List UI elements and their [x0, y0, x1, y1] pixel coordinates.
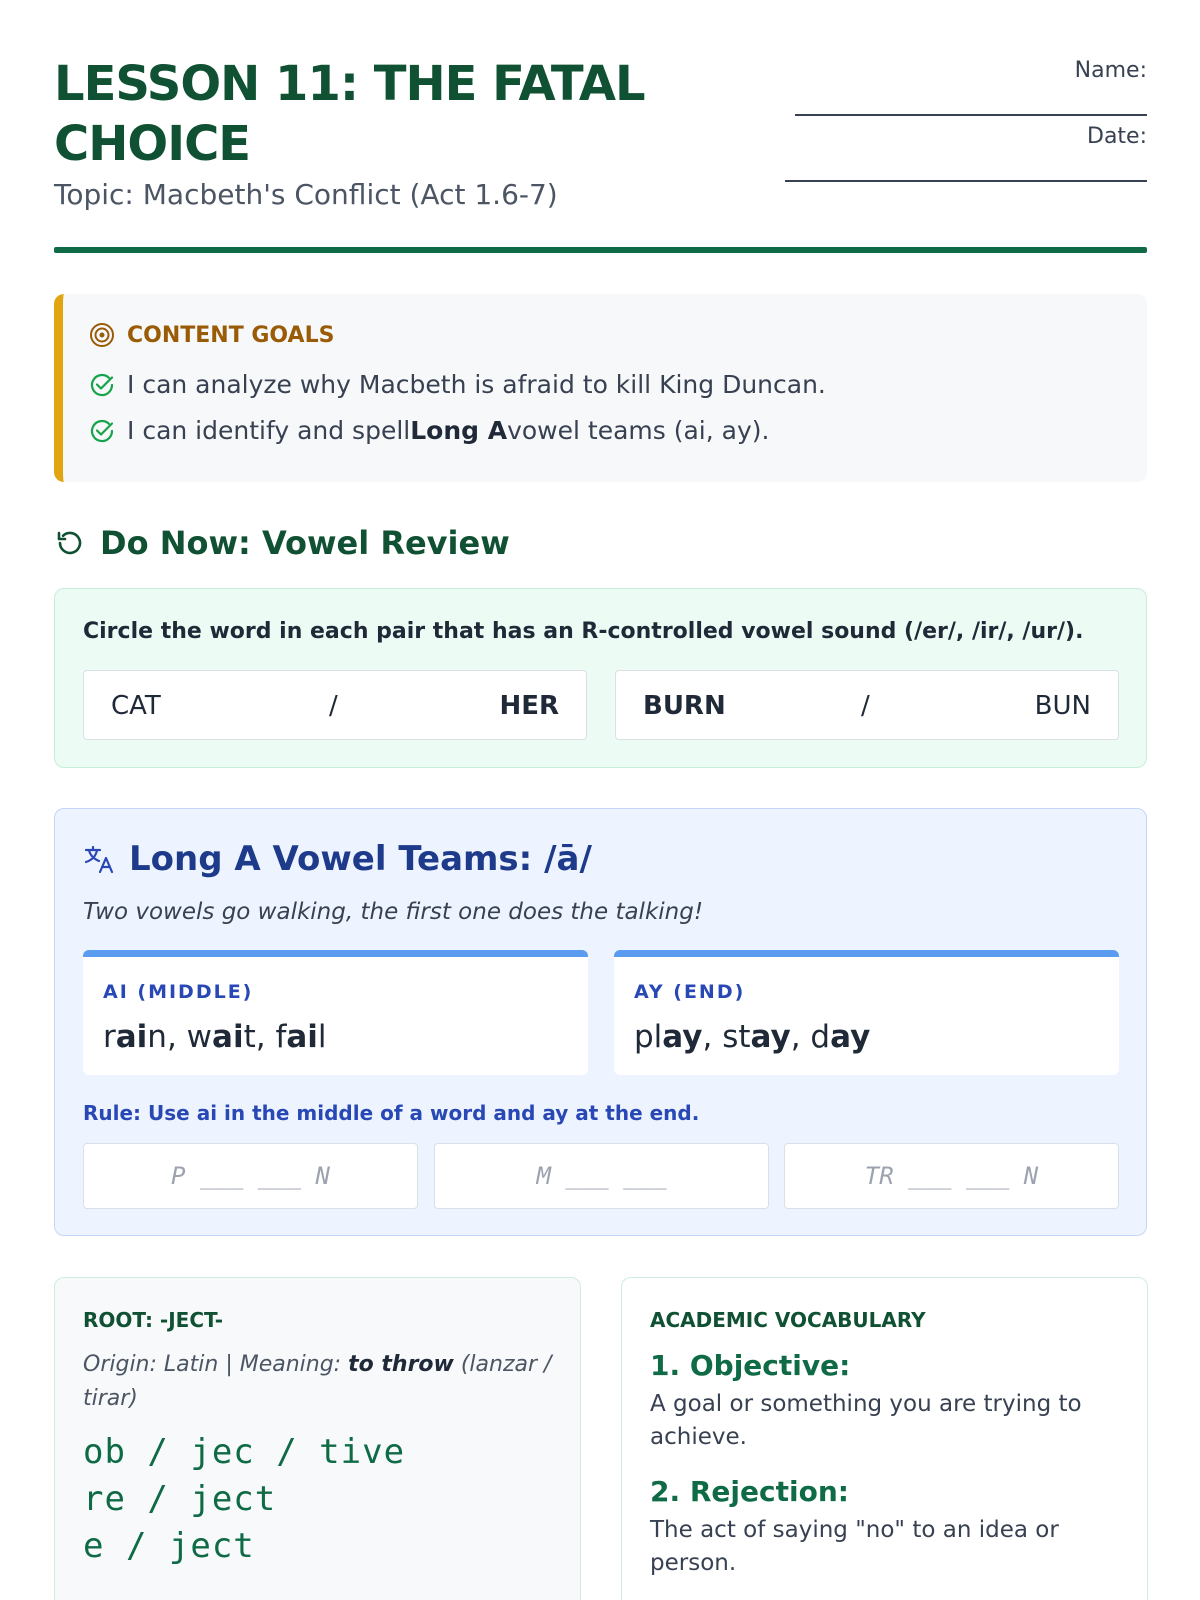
vowel-team-card-ay: [614, 950, 1119, 1075]
target-icon: [89, 322, 115, 348]
root-origin: Origin: Latin | Meaning: to throw (lanzar / tirar): [83, 1352, 552, 1411]
vocab-heading: ACADEMIC VOCABULARY: [650, 1308, 926, 1332]
header-divider: [54, 247, 1147, 253]
academic-vocabulary-card: [621, 1277, 1148, 1600]
goal-emphasis: Long A: [410, 416, 508, 445]
vowel-teams-subtitle: Two vowels go walking, the first one does the talking!: [83, 899, 704, 925]
do-now-box: [54, 588, 1147, 768]
do-now-title: Do Now: Vowel Review: [100, 524, 510, 562]
name-date-box: [767, 58, 1147, 190]
vowel-teams-box: [54, 808, 1147, 1236]
goals-heading: [89, 322, 334, 348]
vocab-definition: A goal or something you are trying to achieve.: [650, 1391, 1082, 1450]
name-label: Name:: [1074, 58, 1147, 83]
name-line[interactable]: [795, 114, 1147, 116]
vocab-term: 2. Rejection:: [650, 1475, 849, 1508]
goal-text: I can identify and spellLong Avowel teams (ai, ay).: [127, 416, 770, 445]
syllable-breakdown: e / ject: [83, 1526, 255, 1566]
vowel-rule: Rule: Use ai in the middle of a word and ay at the end.: [83, 1101, 700, 1125]
root-meaning: to throw: [348, 1352, 454, 1377]
date-label: Date:: [1087, 124, 1147, 149]
word-option[interactable]: BUN: [1034, 691, 1091, 721]
syllable-breakdown: re / ject: [83, 1479, 277, 1519]
word-option[interactable]: HER: [499, 691, 559, 721]
pair-separator: /: [861, 691, 870, 721]
goal-text: I can analyze why Macbeth is afraid to kill King Duncan.: [127, 370, 826, 399]
card-label: AI (MIDDLE): [103, 981, 254, 1003]
goal-item: [89, 416, 769, 445]
spelling-blank[interactable]: M ___ ___: [434, 1143, 769, 1209]
refresh-icon: [54, 528, 84, 558]
pair-separator: /: [329, 691, 338, 721]
vocab-term: 1. Objective:: [650, 1349, 851, 1382]
content-goals: [54, 294, 1147, 482]
date-line[interactable]: [785, 180, 1147, 182]
root-card: [54, 1277, 581, 1600]
example-words: rain, wait, fail: [103, 1019, 327, 1055]
do-now-instruction: Circle the word in each pair that has an R-controlled vowel sound (/er/, /ir/, /ur/).: [83, 619, 1084, 644]
spelling-blank[interactable]: TR ___ ___ N: [784, 1143, 1119, 1209]
example-words: play, stay, day: [634, 1019, 871, 1055]
do-now-heading: [54, 524, 510, 562]
root-heading: ROOT: -JECT-: [83, 1308, 223, 1332]
vowel-teams-heading: [83, 839, 592, 879]
vocab-definition: The act of saying "no" to an idea or person.: [650, 1517, 1059, 1576]
card-label: AY (END): [634, 981, 746, 1003]
check-circle-icon: [89, 418, 115, 444]
word-pair: [615, 670, 1119, 740]
lesson-topic: Topic: Macbeth's Conflict (Act 1.6-7): [54, 178, 558, 211]
word-option[interactable]: BURN: [643, 691, 726, 721]
check-circle-icon: [89, 372, 115, 398]
translate-icon: [83, 843, 115, 875]
syllable-breakdown: ob / jec / tive: [83, 1432, 406, 1472]
vowel-teams-title: Long A Vowel Teams: /ā/: [129, 839, 592, 879]
worksheet-header: [54, 54, 1147, 254]
spelling-blank[interactable]: P ___ ___ N: [83, 1143, 418, 1209]
goals-heading-text: CONTENT GOALS: [127, 322, 335, 348]
lesson-title: LESSON 11: THE FATAL CHOICE: [54, 56, 645, 172]
vowel-team-card-ai: [83, 950, 588, 1075]
goal-item: [89, 370, 826, 399]
word-option[interactable]: CAT: [111, 691, 161, 721]
word-pair: [83, 670, 587, 740]
